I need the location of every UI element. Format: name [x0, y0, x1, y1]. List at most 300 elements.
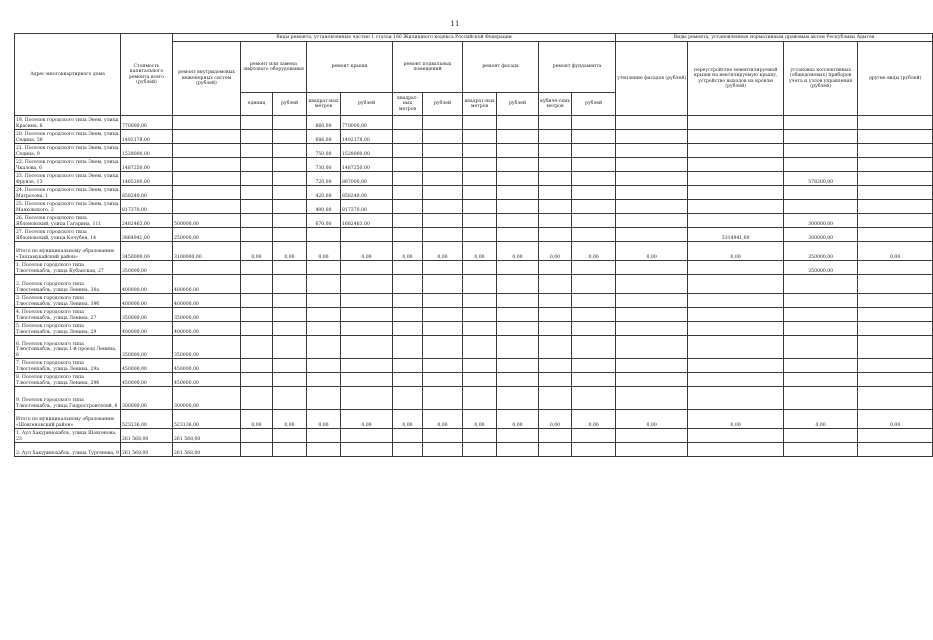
value-cell — [241, 322, 273, 336]
value-cell — [341, 429, 393, 443]
value-cell — [572, 130, 616, 144]
value-cell: 0,00 — [241, 242, 273, 261]
table-row — [15, 443, 933, 457]
value-cell — [273, 172, 307, 186]
value-cell — [616, 443, 688, 457]
value-cell: 686,00 — [307, 130, 341, 144]
value-cell — [273, 116, 307, 130]
value-cell — [341, 359, 393, 373]
value-cell — [273, 158, 307, 172]
value-cell: 730,00 — [307, 158, 341, 172]
value-cell — [688, 144, 784, 158]
value-cell — [173, 261, 241, 275]
value-cell: 0,00 — [423, 242, 463, 261]
address-cell: 24. Поселок городского типа Энем, улица Матросова, 1 — [15, 186, 121, 200]
value-cell — [572, 443, 616, 457]
value-cell — [539, 294, 572, 308]
value-cell — [784, 387, 858, 410]
address-cell: Итого по муниципальному образованию «Тахтамукайский район» — [15, 242, 121, 261]
value-cell — [784, 158, 858, 172]
address-cell: 6. Поселок городского типа Тлюстенхабль, улица 1-й проезд Ленина, 6 — [15, 336, 121, 359]
cost-cell: 858240,00 — [121, 186, 173, 200]
value-cell — [616, 308, 688, 322]
value-cell: 0,00 — [616, 242, 688, 261]
value-cell — [423, 116, 463, 130]
value-cell — [572, 214, 616, 228]
address-cell: 2. Аул Хакуринохабль, улица Тургенева, 9 — [15, 443, 121, 457]
value-cell — [241, 373, 273, 387]
address-cell: 3. Поселок городского типа Тлюстенхабль, улица Ленина, 39б — [15, 294, 121, 308]
value-cell — [616, 373, 688, 387]
value-cell — [497, 429, 539, 443]
table-row — [15, 186, 933, 200]
header-basement-rubles: рублей — [423, 93, 463, 116]
value-cell — [688, 186, 784, 200]
header-roof-rubles: рублей — [341, 93, 393, 116]
value-cell — [572, 144, 616, 158]
value-cell — [241, 429, 273, 443]
value-cell — [497, 186, 539, 200]
table-row — [15, 387, 933, 410]
value-cell — [616, 214, 688, 228]
value-cell — [784, 186, 858, 200]
value-cell — [423, 387, 463, 410]
value-cell — [463, 200, 497, 214]
value-cell — [616, 359, 688, 373]
value-cell — [784, 116, 858, 130]
value-cell — [241, 261, 273, 275]
value-cell — [539, 144, 572, 158]
value-cell — [393, 429, 423, 443]
table-row — [15, 261, 933, 275]
value-cell: 350000,00 — [173, 336, 241, 359]
value-cell — [423, 294, 463, 308]
cost-cell: 450000,00 — [121, 373, 173, 387]
value-cell — [616, 130, 688, 144]
value-cell — [463, 387, 497, 410]
value-cell — [858, 158, 933, 172]
value-cell — [539, 373, 572, 387]
value-cell: 0,00 — [273, 242, 307, 261]
value-cell — [273, 186, 307, 200]
value-cell — [688, 294, 784, 308]
value-cell — [858, 443, 933, 457]
value-cell — [688, 116, 784, 130]
value-cell — [497, 443, 539, 457]
value-cell — [858, 172, 933, 186]
table-row — [15, 144, 933, 158]
value-cell — [423, 322, 463, 336]
value-cell — [463, 373, 497, 387]
table-row — [15, 116, 933, 130]
value-cell — [241, 186, 273, 200]
value-cell — [616, 158, 688, 172]
value-cell — [463, 322, 497, 336]
value-cell: 0,00 — [341, 410, 393, 429]
address-cell: 9. Поселок городского типа Тлюстенхабль, улица Гидростроителей, 6 — [15, 387, 121, 410]
header-facade-sqm: квадрат-ных метров — [463, 93, 497, 116]
value-cell: 250000,00 — [173, 228, 241, 242]
value-cell — [241, 443, 273, 457]
table-row — [15, 359, 933, 373]
value-cell — [241, 336, 273, 359]
value-cell — [858, 336, 933, 359]
cost-cell: 450000,00 — [121, 359, 173, 373]
value-cell — [539, 336, 572, 359]
value-cell — [497, 130, 539, 144]
value-cell — [341, 373, 393, 387]
value-cell: 0,00 — [858, 410, 933, 429]
value-cell — [307, 294, 341, 308]
value-cell — [497, 116, 539, 130]
value-cell — [463, 429, 497, 443]
value-cell: 450000,00 — [173, 359, 241, 373]
value-cell — [241, 116, 273, 130]
value-cell: 0,00 — [273, 410, 307, 429]
cost-cell: 350000,00 — [121, 336, 173, 359]
address-cell: 8. Поселок городского типа Тлюстенхабль, улица Ленина, 29б — [15, 373, 121, 387]
value-cell — [241, 387, 273, 410]
value-cell — [688, 275, 784, 294]
value-cell — [784, 373, 858, 387]
value-cell — [572, 336, 616, 359]
value-cell — [423, 200, 463, 214]
value-cell — [572, 172, 616, 186]
value-cell: 0,00 — [572, 242, 616, 261]
value-cell — [423, 130, 463, 144]
table-row — [15, 158, 933, 172]
value-cell — [423, 172, 463, 186]
header-other: другие виды (рублей) — [858, 42, 933, 116]
address-cell: 21. Поселок городского типа Энем, улица Седина, 9 — [15, 144, 121, 158]
value-cell — [497, 172, 539, 186]
value-cell — [393, 308, 423, 322]
value-cell — [539, 214, 572, 228]
value-cell — [572, 373, 616, 387]
cost-cell: 523136,00 — [121, 410, 173, 429]
value-cell — [241, 308, 273, 322]
value-cell — [539, 387, 572, 410]
value-cell — [423, 443, 463, 457]
header-cost: Стоимость капитального ремонта всего (рублей) — [121, 34, 173, 116]
table-row — [15, 429, 933, 443]
value-cell — [784, 336, 858, 359]
address-cell: 20. Поселок городского типа Энем, улица Седина, 58 — [15, 130, 121, 144]
value-cell — [688, 200, 784, 214]
value-cell — [463, 443, 497, 457]
value-cell — [497, 387, 539, 410]
address-cell: 1. Поселок городского типа Тлюстенхабль, улица Кубанская, 27 — [15, 261, 121, 275]
value-cell — [393, 158, 423, 172]
header-facade-rubles: рублей — [497, 93, 539, 116]
value-cell — [463, 294, 497, 308]
value-cell — [393, 322, 423, 336]
value-cell — [273, 261, 307, 275]
value-cell — [463, 261, 497, 275]
value-cell — [273, 373, 307, 387]
value-cell — [307, 443, 341, 457]
value-cell: 0,00 — [463, 242, 497, 261]
value-cell: 400000,00 — [173, 322, 241, 336]
value-cell — [341, 308, 393, 322]
value-cell — [341, 261, 393, 275]
value-cell — [393, 261, 423, 275]
value-cell — [273, 130, 307, 144]
value-cell: 0,00 — [423, 410, 463, 429]
value-cell: 300000,00 — [173, 387, 241, 410]
value-cell — [497, 308, 539, 322]
header-insulation: утепление фасадов (рублей) — [616, 42, 688, 116]
value-cell — [463, 116, 497, 130]
address-cell: 7. Поселок городского типа Тлюстенхабль, улица Ленина, 29а — [15, 359, 121, 373]
value-cell: 0,00 — [539, 242, 572, 261]
value-cell — [572, 186, 616, 200]
value-cell — [539, 443, 572, 457]
value-cell — [423, 336, 463, 359]
header-elevator-units: единиц — [241, 93, 273, 116]
value-cell — [173, 172, 241, 186]
cost-cell: 1492178,00 — [121, 130, 173, 144]
value-cell — [241, 275, 273, 294]
value-cell — [463, 275, 497, 294]
value-cell — [423, 429, 463, 443]
value-cell — [572, 200, 616, 214]
value-cell — [173, 200, 241, 214]
address-cell: 23. Поселок городского типа Энем, улица Фрунзе, 13 — [15, 172, 121, 186]
value-cell — [497, 336, 539, 359]
header-basement: ремонт подвальных помещений — [393, 42, 463, 93]
value-cell — [273, 275, 307, 294]
value-cell — [463, 308, 497, 322]
value-cell: 300000,00 — [784, 214, 858, 228]
value-cell — [539, 275, 572, 294]
value-cell — [497, 294, 539, 308]
value-cell — [307, 387, 341, 410]
value-cell — [241, 214, 273, 228]
table-row — [15, 308, 933, 322]
value-cell — [616, 228, 688, 242]
value-cell — [307, 336, 341, 359]
value-cell: 750,00 — [307, 144, 341, 158]
header-group-adygea: Виды ремонта, установленные нормативным правовым актом Республики Адыгея — [616, 34, 933, 42]
value-cell — [497, 214, 539, 228]
value-cell: 0,00 — [688, 242, 784, 261]
value-cell: 350000,00 — [784, 261, 858, 275]
cost-cell: 400000,00 — [121, 275, 173, 294]
value-cell — [273, 359, 307, 373]
value-cell — [341, 275, 393, 294]
value-cell — [539, 200, 572, 214]
value-cell — [539, 172, 572, 186]
value-cell — [572, 261, 616, 275]
value-cell — [616, 200, 688, 214]
value-cell — [273, 228, 307, 242]
value-cell: 400,00 — [307, 200, 341, 214]
header-foundation: ремонт фундамента — [539, 42, 616, 93]
value-cell — [858, 308, 933, 322]
value-cell — [497, 322, 539, 336]
header-foundation-cbm: кубиче-ских метров — [539, 93, 572, 116]
value-cell — [572, 228, 616, 242]
table-row — [15, 172, 933, 186]
value-cell — [539, 322, 572, 336]
value-cell — [858, 186, 933, 200]
value-cell — [572, 359, 616, 373]
value-cell — [463, 359, 497, 373]
value-cell — [572, 294, 616, 308]
value-cell — [273, 322, 307, 336]
value-cell — [858, 130, 933, 144]
value-cell — [241, 130, 273, 144]
value-cell: 0,00 — [616, 410, 688, 429]
value-cell — [688, 308, 784, 322]
value-cell — [784, 322, 858, 336]
value-cell — [539, 261, 572, 275]
value-cell — [393, 144, 423, 158]
value-cell — [173, 144, 241, 158]
value-cell — [393, 294, 423, 308]
value-cell — [307, 228, 341, 242]
value-cell — [858, 294, 933, 308]
address-cell: 26. Поселок городского типа Яблоновский, улица Гагарина, 111 — [15, 214, 121, 228]
table-row — [15, 275, 933, 294]
value-cell — [539, 186, 572, 200]
value-cell — [173, 116, 241, 130]
value-cell: 578200,00 — [784, 172, 858, 186]
value-cell — [539, 228, 572, 242]
value-cell — [539, 158, 572, 172]
value-cell — [393, 200, 423, 214]
header-row-1 — [15, 34, 933, 42]
value-cell: 523136,00 — [173, 410, 241, 429]
value-cell — [497, 359, 539, 373]
address-cell: 27. Поселок городского типа Яблоновский, улица Кочубея, 14 — [15, 228, 121, 242]
value-cell — [572, 387, 616, 410]
value-cell — [307, 308, 341, 322]
value-cell — [393, 130, 423, 144]
value-cell — [688, 214, 784, 228]
table-row — [15, 214, 933, 228]
value-cell — [858, 275, 933, 294]
address-cell: 25. Поселок городского типа Энем, улица Маяковского, 2 — [15, 200, 121, 214]
value-cell: 0,00 — [539, 410, 572, 429]
value-cell — [393, 387, 423, 410]
value-cell — [688, 322, 784, 336]
value-cell — [616, 336, 688, 359]
value-cell — [241, 144, 273, 158]
value-cell — [273, 308, 307, 322]
value-cell — [858, 144, 933, 158]
value-cell: 660,00 — [307, 116, 341, 130]
value-cell — [423, 359, 463, 373]
value-cell — [539, 308, 572, 322]
address-cell: 19. Поселок городского типа Энем, улица Красина, 6 — [15, 116, 121, 130]
value-cell — [572, 308, 616, 322]
value-cell: 817370,00 — [341, 200, 393, 214]
value-cell — [858, 429, 933, 443]
value-cell — [784, 359, 858, 373]
value-cell: 1682463,00 — [341, 214, 393, 228]
value-cell — [858, 116, 933, 130]
value-cell — [307, 359, 341, 373]
cost-cell: 350000,00 — [121, 261, 173, 275]
cost-cell: 400000,00 — [121, 322, 173, 336]
value-cell — [393, 116, 423, 130]
header-elevator-rubles: рублей — [273, 93, 307, 116]
value-cell — [307, 322, 341, 336]
value-cell — [423, 373, 463, 387]
cost-cell: 400000,00 — [121, 294, 173, 308]
value-cell — [784, 294, 858, 308]
value-cell — [341, 443, 393, 457]
value-cell — [688, 373, 784, 387]
address-cell: 4. Поселок городского типа Тлюстенхабль, улица Ленина, 27 — [15, 308, 121, 322]
header-internal-systems: ремонт внутридомовых инженерных систем (рублей) — [173, 42, 241, 116]
cost-cell: 1528000,00 — [121, 144, 173, 158]
value-cell: 887000,00 — [341, 172, 393, 186]
value-cell — [497, 158, 539, 172]
value-cell — [858, 373, 933, 387]
value-cell — [572, 322, 616, 336]
value-cell: 0,00 — [784, 410, 858, 429]
value-cell — [616, 294, 688, 308]
value-cell — [688, 359, 784, 373]
value-cell — [393, 172, 423, 186]
value-cell — [423, 308, 463, 322]
value-cell — [307, 373, 341, 387]
header-foundation-rubles: рублей — [572, 93, 616, 116]
value-cell — [616, 116, 688, 130]
value-cell — [423, 275, 463, 294]
value-cell — [341, 322, 393, 336]
value-cell — [241, 359, 273, 373]
value-cell — [572, 116, 616, 130]
value-cell — [393, 359, 423, 373]
value-cell — [463, 214, 497, 228]
value-cell — [688, 429, 784, 443]
cost-cell: 3864941,00 — [121, 228, 173, 242]
cost-cell: 770000,00 — [121, 116, 173, 130]
value-cell — [341, 336, 393, 359]
value-cell — [616, 322, 688, 336]
value-cell — [341, 387, 393, 410]
header-meters: установка коллективных (общедомовых) приборов учета и узлов управления (рублей) — [784, 42, 858, 116]
value-cell — [784, 429, 858, 443]
value-cell: 400000,00 — [173, 275, 241, 294]
value-cell — [423, 186, 463, 200]
value-cell — [393, 443, 423, 457]
value-cell — [273, 294, 307, 308]
header-roof-conversion: переустройство невентилируемой крыши на вентилируемую крышу, устройство выходов на кровлю (рублей) — [688, 42, 784, 116]
value-cell: 0,00 — [497, 410, 539, 429]
table-row — [15, 130, 933, 144]
value-cell — [241, 158, 273, 172]
value-cell — [858, 228, 933, 242]
value-cell — [784, 200, 858, 214]
value-cell: 3314941,00 — [688, 228, 784, 242]
cost-cell: 3450000,00 — [121, 242, 173, 261]
subtotal-row — [15, 242, 933, 261]
value-cell — [784, 144, 858, 158]
value-cell: 0,00 — [497, 242, 539, 261]
value-cell — [423, 158, 463, 172]
header-address: Адрес многоквартирного дома — [15, 34, 121, 116]
header-roof-sqm: квадрат-ных метров — [307, 93, 341, 116]
value-cell — [341, 294, 393, 308]
value-cell: 0,00 — [307, 242, 341, 261]
value-cell — [497, 144, 539, 158]
value-cell: 0,00 — [393, 410, 423, 429]
